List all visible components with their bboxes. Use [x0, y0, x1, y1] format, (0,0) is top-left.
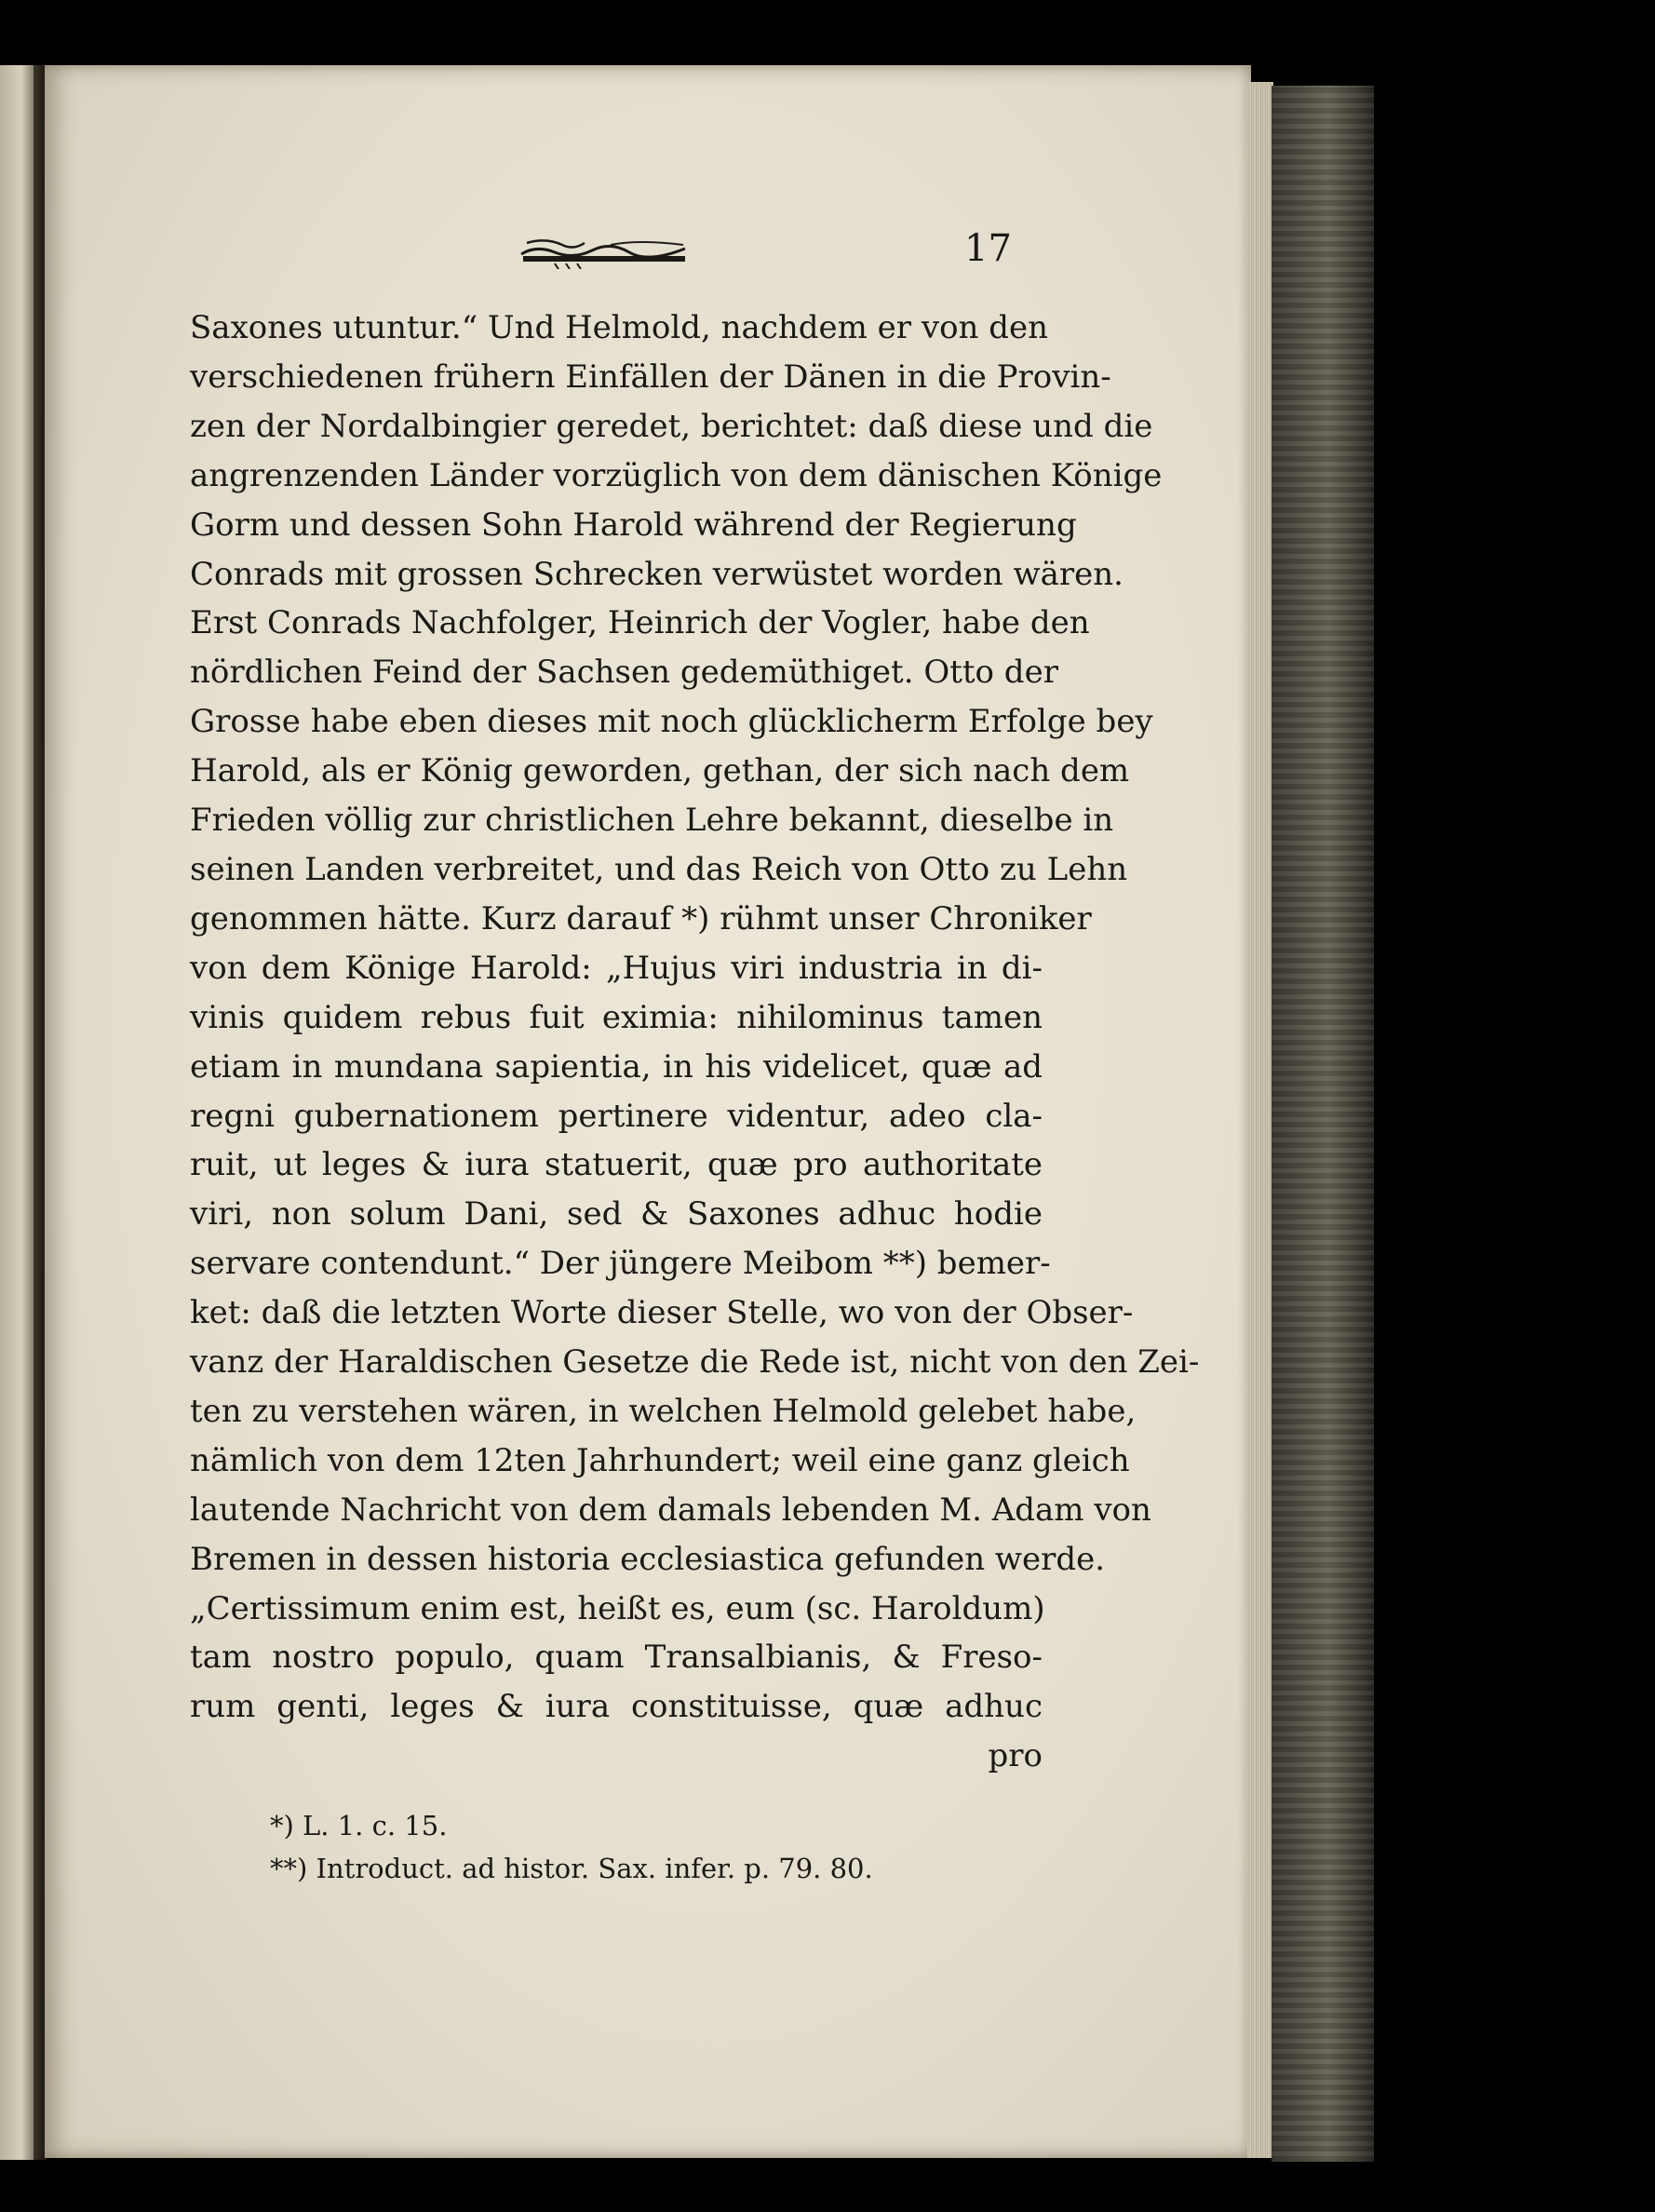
text-line: Conrads mit grossen Schrecken verwüstet worden wären. — [190, 555, 1124, 593]
page-edges — [1247, 82, 1273, 2158]
text-line: Grosse habe eben dieses mit noch glücklicherm Erfolge bey — [190, 703, 1153, 741]
text-line: etiam in mundana sapientia, in his videlicet, quæ ad — [190, 1047, 1043, 1086]
text-line: nämlich von dem 12ten Jahrhundert; weil eine ganz gleich — [190, 1441, 1130, 1479]
text-line: lautende Nachricht von dem damals lebenden M. Adam von — [190, 1490, 1151, 1529]
text-line: Gorm und dessen Sohn Harold während der Regierung — [190, 506, 1077, 544]
text-line: ten zu verstehen wären, in welchen Helmold gelebet habe, — [190, 1392, 1137, 1430]
text-line: ruit, ut leges & iura statuerit, quæ pro authoritate — [190, 1146, 1043, 1184]
text-line: servare contendunt.“ Der jüngere Meibom **) bemer- — [190, 1245, 1051, 1283]
footnote: **) Introduct. ad histor. Sax. infer. p. 79. 80. — [270, 1853, 873, 1884]
text-line: Erst Conrads Nachfolger, Heinrich der Vogler, habe den — [190, 604, 1090, 642]
text-line: regni gubernationem pertinere videntur, adeo cla- — [190, 1097, 1043, 1135]
text-line: tam nostro populo, quam Transalbianis, & Freso- — [190, 1639, 1043, 1677]
text-line: rum genti, leges & iura constituisse, quæ adhuc — [190, 1688, 1043, 1726]
left-page-edge — [0, 65, 35, 2160]
header-ornament-icon — [518, 236, 691, 269]
text-line: Frieden völlig zur christlichen Lehre bekannt, dieselbe in — [190, 802, 1114, 840]
text-line: Saxones utuntur.“ Und Helmold, nachdem er von den — [190, 309, 1049, 346]
text-line: „Certissimum enim est, heißt es, eum (sc. Haroldum) — [190, 1589, 1045, 1627]
catchword: pro — [988, 1737, 1043, 1775]
text-line: viri, non solum Dani, sed & Saxones adhuc hodie — [190, 1195, 1043, 1234]
footnote: *) L. 1. c. 15. — [270, 1810, 448, 1841]
text-line: zen der Nordalbingier geredet, berichtet: daß diese und die — [190, 407, 1153, 445]
text-line: genommen hätte. Kurz darauf *) rühmt unser Chroniker — [190, 899, 1092, 937]
text-line: von dem Könige Harold: „Hujus viri industria in di- — [190, 949, 1043, 987]
footnotes — [270, 1804, 873, 1890]
text-line: angrenzenden Länder vorzüglich von dem dänischen Könige — [190, 456, 1163, 494]
text-line: Harold, als er König geworden, gethan, der sich nach dem — [190, 752, 1130, 790]
text-line: vanz der Haraldischen Gesetze die Rede ist, nicht von den Zei- — [190, 1343, 1200, 1382]
text-line: vinis quidem rebus fuit eximia: nihilominus tamen — [190, 998, 1043, 1036]
text-line: verschiedenen frühern Einfällen der Dänen in die Provin- — [190, 357, 1111, 396]
text-line: Bremen in dessen historia ecclesiastica gefunden werde. — [190, 1540, 1106, 1578]
page-number: 17 — [964, 227, 1012, 270]
text-line: nördlichen Feind der Sachsen gedemüthiget. Otto der — [190, 654, 1058, 692]
body-text — [190, 303, 1200, 1781]
book-spine — [1272, 86, 1374, 2162]
text-line: ket: daß die letzten Worte dieser Stelle, wo von der Obser- — [190, 1294, 1134, 1332]
text-line: seinen Landen verbreitet, und das Reich von Otto zu Lehn — [190, 850, 1128, 888]
